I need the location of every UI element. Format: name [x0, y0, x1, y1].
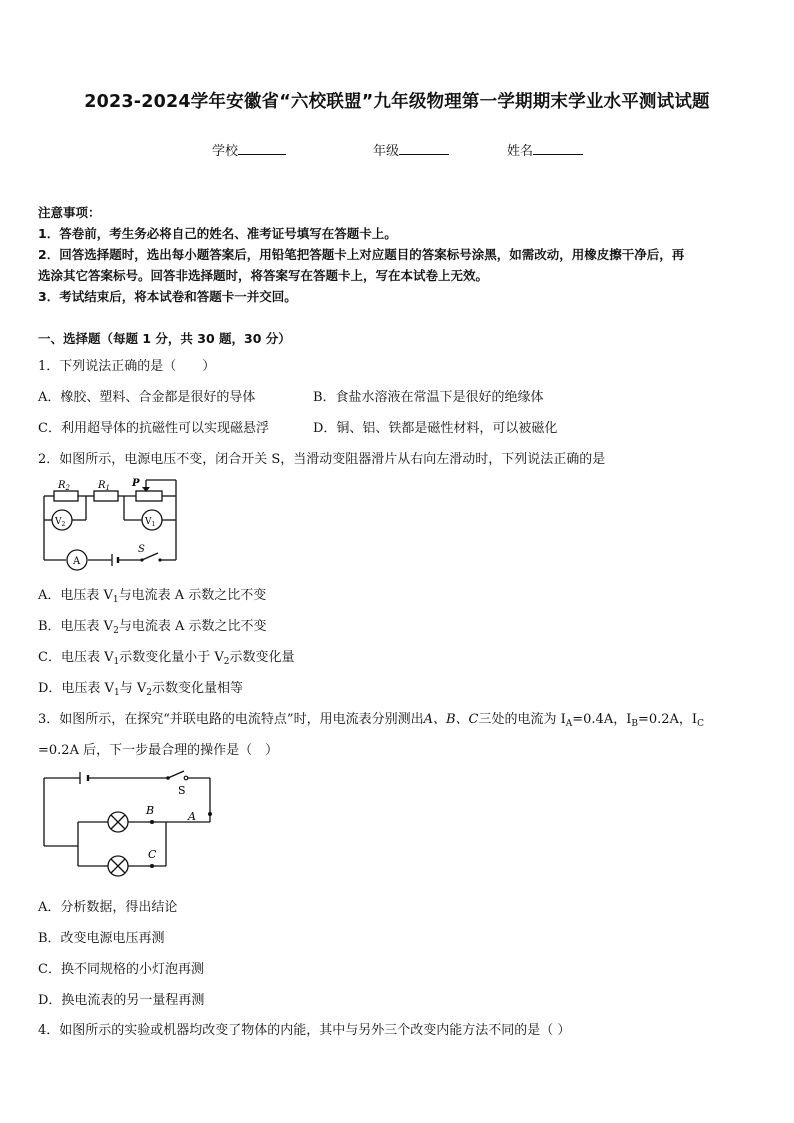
ammeter-label: A: [73, 556, 81, 567]
page-title: 2023-2024学年安徽省“六校联盟”九年级物理第一学期期末学业水平测试试题: [84, 92, 710, 112]
q3-circuit-diagram: [38, 768, 216, 880]
name-label: 姓名: [507, 144, 534, 159]
switch-blade: [168, 771, 184, 778]
name-blank[interactable]: [533, 141, 583, 155]
point-a-label: A: [188, 810, 196, 823]
v1-label: $V_1$: [145, 517, 156, 528]
lamp-2: [108, 856, 128, 876]
switch-label: S: [138, 544, 145, 555]
q3-option-a: A．分析数据，得出结论: [38, 900, 178, 915]
q1-option-a: A．橡胶、塑料、合金都是很好的导体: [38, 390, 256, 405]
point-b-label: B: [146, 804, 155, 817]
q2-option-a: A．电压表 $V_1$与电流表 A 示数之比不变: [38, 588, 267, 605]
note-item-1: 1．答卷前，考生务必将自己的姓名、准考证号填写在答题卡上。: [38, 226, 397, 241]
v2-label: $V_2$: [55, 517, 66, 528]
note-item-2-line-1: 2．回答选择题时，选出每小题答案后，用铅笔把答题卡上对应题目的答案标号涂黑，如需改动，用橡皮擦干净后，再: [38, 247, 685, 262]
q3-option-b: B．改变电源电压再测: [38, 931, 165, 946]
name-field: [507, 140, 583, 159]
q4-stem: 4．如图所示的实验或机器均改变了物体的内能，其中与另外三个改变内能方法不同的是（ ）: [38, 1023, 571, 1038]
q1-stem: 1．下列说法正确的是（ ）: [38, 359, 216, 374]
lamp-1: [108, 812, 128, 832]
school-blank[interactable]: [238, 141, 286, 155]
note-item-2-line-2: 选涂其它答案标号。回答非选择题时，将答案写在答题卡上，写在本试卷上无效。: [38, 268, 489, 283]
q2-option-b: B．电压表 $V_2$与电流表 A 示数之比不变: [38, 619, 267, 636]
r1-resistor: [94, 491, 118, 501]
grade-field: [373, 140, 449, 159]
r2-label: $R_2$: [58, 480, 70, 492]
q1-option-b: B．食盐水溶液在常温下是很好的绝缘体: [313, 390, 544, 405]
point-c-label: C: [148, 848, 157, 861]
switch-label: S: [178, 784, 186, 797]
section-heading: 一、选择题（每题 1 分，共 30 题，30 分）: [38, 331, 291, 346]
q3-option-d: D．换电流表的另一量程再测: [38, 993, 205, 1008]
school-label: 学校: [212, 144, 239, 159]
grade-label: 年级: [373, 144, 400, 159]
school-field: [212, 140, 286, 159]
q3-option-c: C．换不同规格的小灯泡再测: [38, 962, 204, 977]
q2-circuit-diagram: [38, 476, 183, 574]
rheostat: [136, 491, 162, 501]
note-item-3: 3．考试结束后，将本试卷和答题卡一并交回。: [38, 289, 297, 304]
q3-stem-line-1: 3．如图所示，在探究“并联电路的电流特点”时，用电流表分别测出A、B、C三处的电流为 $I_A=0.4A$，$I_B=0.2A$，$I_C$: [38, 712, 704, 729]
notes-heading: 注意事项：: [38, 205, 101, 220]
q1-option-c: C．利用超导体的抗磁性可以实现磁悬浮: [38, 421, 269, 436]
q2-option-c: C．电压表 $V_1$示数变化量小于 $V_2$示数变化量: [38, 650, 295, 667]
r2-resistor: [54, 491, 78, 501]
q3-stem-line-2: =0.2A 后，下一步最合理的操作是（ ）: [38, 743, 279, 758]
grade-blank[interactable]: [399, 141, 449, 155]
r1-label: $R_1$: [98, 480, 110, 492]
q2-stem: 2．如图所示，电源电压不变，闭合开关 S，当滑动变阻器滑片从右向左滑动时，下列说法正确的是: [38, 452, 606, 467]
p-label: P: [132, 478, 140, 489]
q2-option-d: D．电压表 $V_1$与 $V_2$示数变化量相等: [38, 681, 243, 698]
q1-option-d: D．铜、铝、铁都是磁性材料，可以被磁化: [313, 421, 558, 436]
